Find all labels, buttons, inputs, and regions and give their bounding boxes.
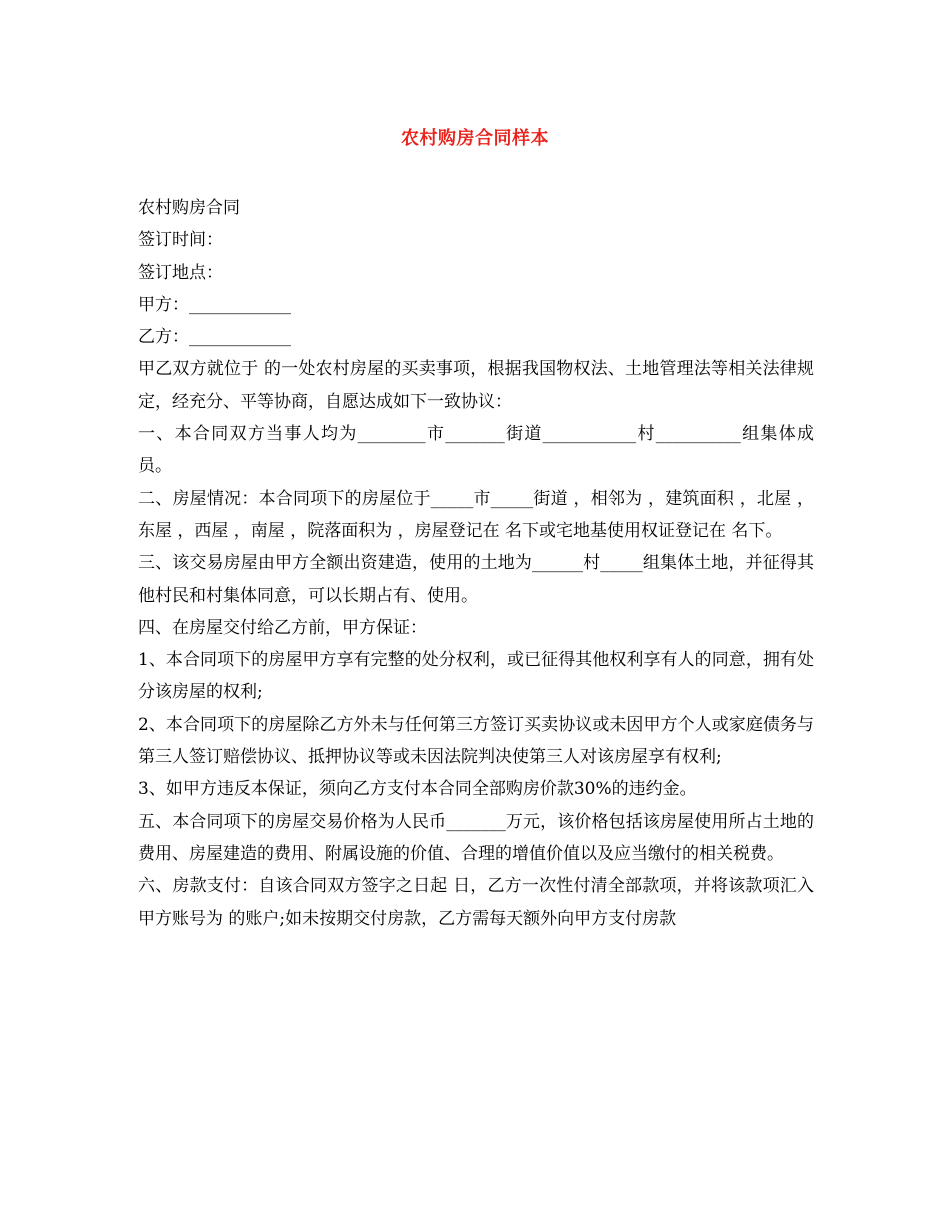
paragraph-clause-4-item-3: 3、如甲方违反本保证，须向乙方支付本合同全部购房价款30%的违约金。 <box>138 779 697 800</box>
document-body <box>138 192 814 935</box>
paragraph-clause-4-item-2: 2、本合同项下的房屋除乙方外未与任何第三方签订买卖协议或未因甲方个人或家庭债务与第三人签订赔偿协议、抵押协议等或未因法院判决使第三人对该房屋享有权利; <box>138 714 814 768</box>
paragraph-clause-3: 三、该交易房屋由甲方全额出资建造，使用的土地为______村_____组集体土地，并征得其他村民和村集体同意，可以长期占有、使用。 <box>138 553 814 606</box>
paragraph-party-b: 乙方：____________ <box>138 327 291 348</box>
paragraph-clause-1: 一、本合同双方当事人均为________市_______街道___________村__________组集体成员。 <box>138 424 814 477</box>
paragraph-clause-2: 二、房屋情况：本合同项下的房屋位于_____市_____街道 ，相邻为 ，建筑面积 ，北屋 ，东屋 ，西屋 ，南屋 ，院落面积为 ，房屋登记在 名下或宅地基使用权证登记在 名下。 <box>138 488 814 541</box>
paragraph-clause-4: 四、在房屋交付给乙方前，甲方保证： <box>138 617 427 638</box>
paragraph-contract-heading: 农村购房合同 <box>138 198 240 218</box>
paragraph-sign-date: 签订时间： <box>138 230 223 251</box>
paragraph-clause-4-item-1: 1、本合同项下的房屋甲方享有完整的处分权利，或已征得其他权利享有人的同意，拥有处分该房屋的权利; <box>138 650 814 703</box>
paragraph-preamble: 甲乙双方就位于 的一处农村房屋的买卖事项，根据我国物权法、土地管理法等相关法律规定，经充分、平等协商，自愿达成如下一致协议： <box>138 359 814 412</box>
paragraph-sign-place: 签订地点： <box>138 262 223 283</box>
paragraph-clause-5: 五、本合同项下的房屋交易价格为人民币_______万元，该价格包括该房屋使用所占土地的费用、房屋建造的费用、附属设施的价值、合理的增值价值以及应当缴付的相关税费。 <box>138 811 814 864</box>
paragraph-party-a: 甲方：____________ <box>138 294 291 315</box>
paragraph-clause-6: 六、房款支付：自该合同双方签字之日起 日，乙方一次性付清全部款项，并将该款项汇入甲方账号为 的账户;如未按期交付房款，乙方需每天额外向甲方支付房款 <box>138 876 814 929</box>
document-title: 农村购房合同样本 <box>401 128 549 149</box>
